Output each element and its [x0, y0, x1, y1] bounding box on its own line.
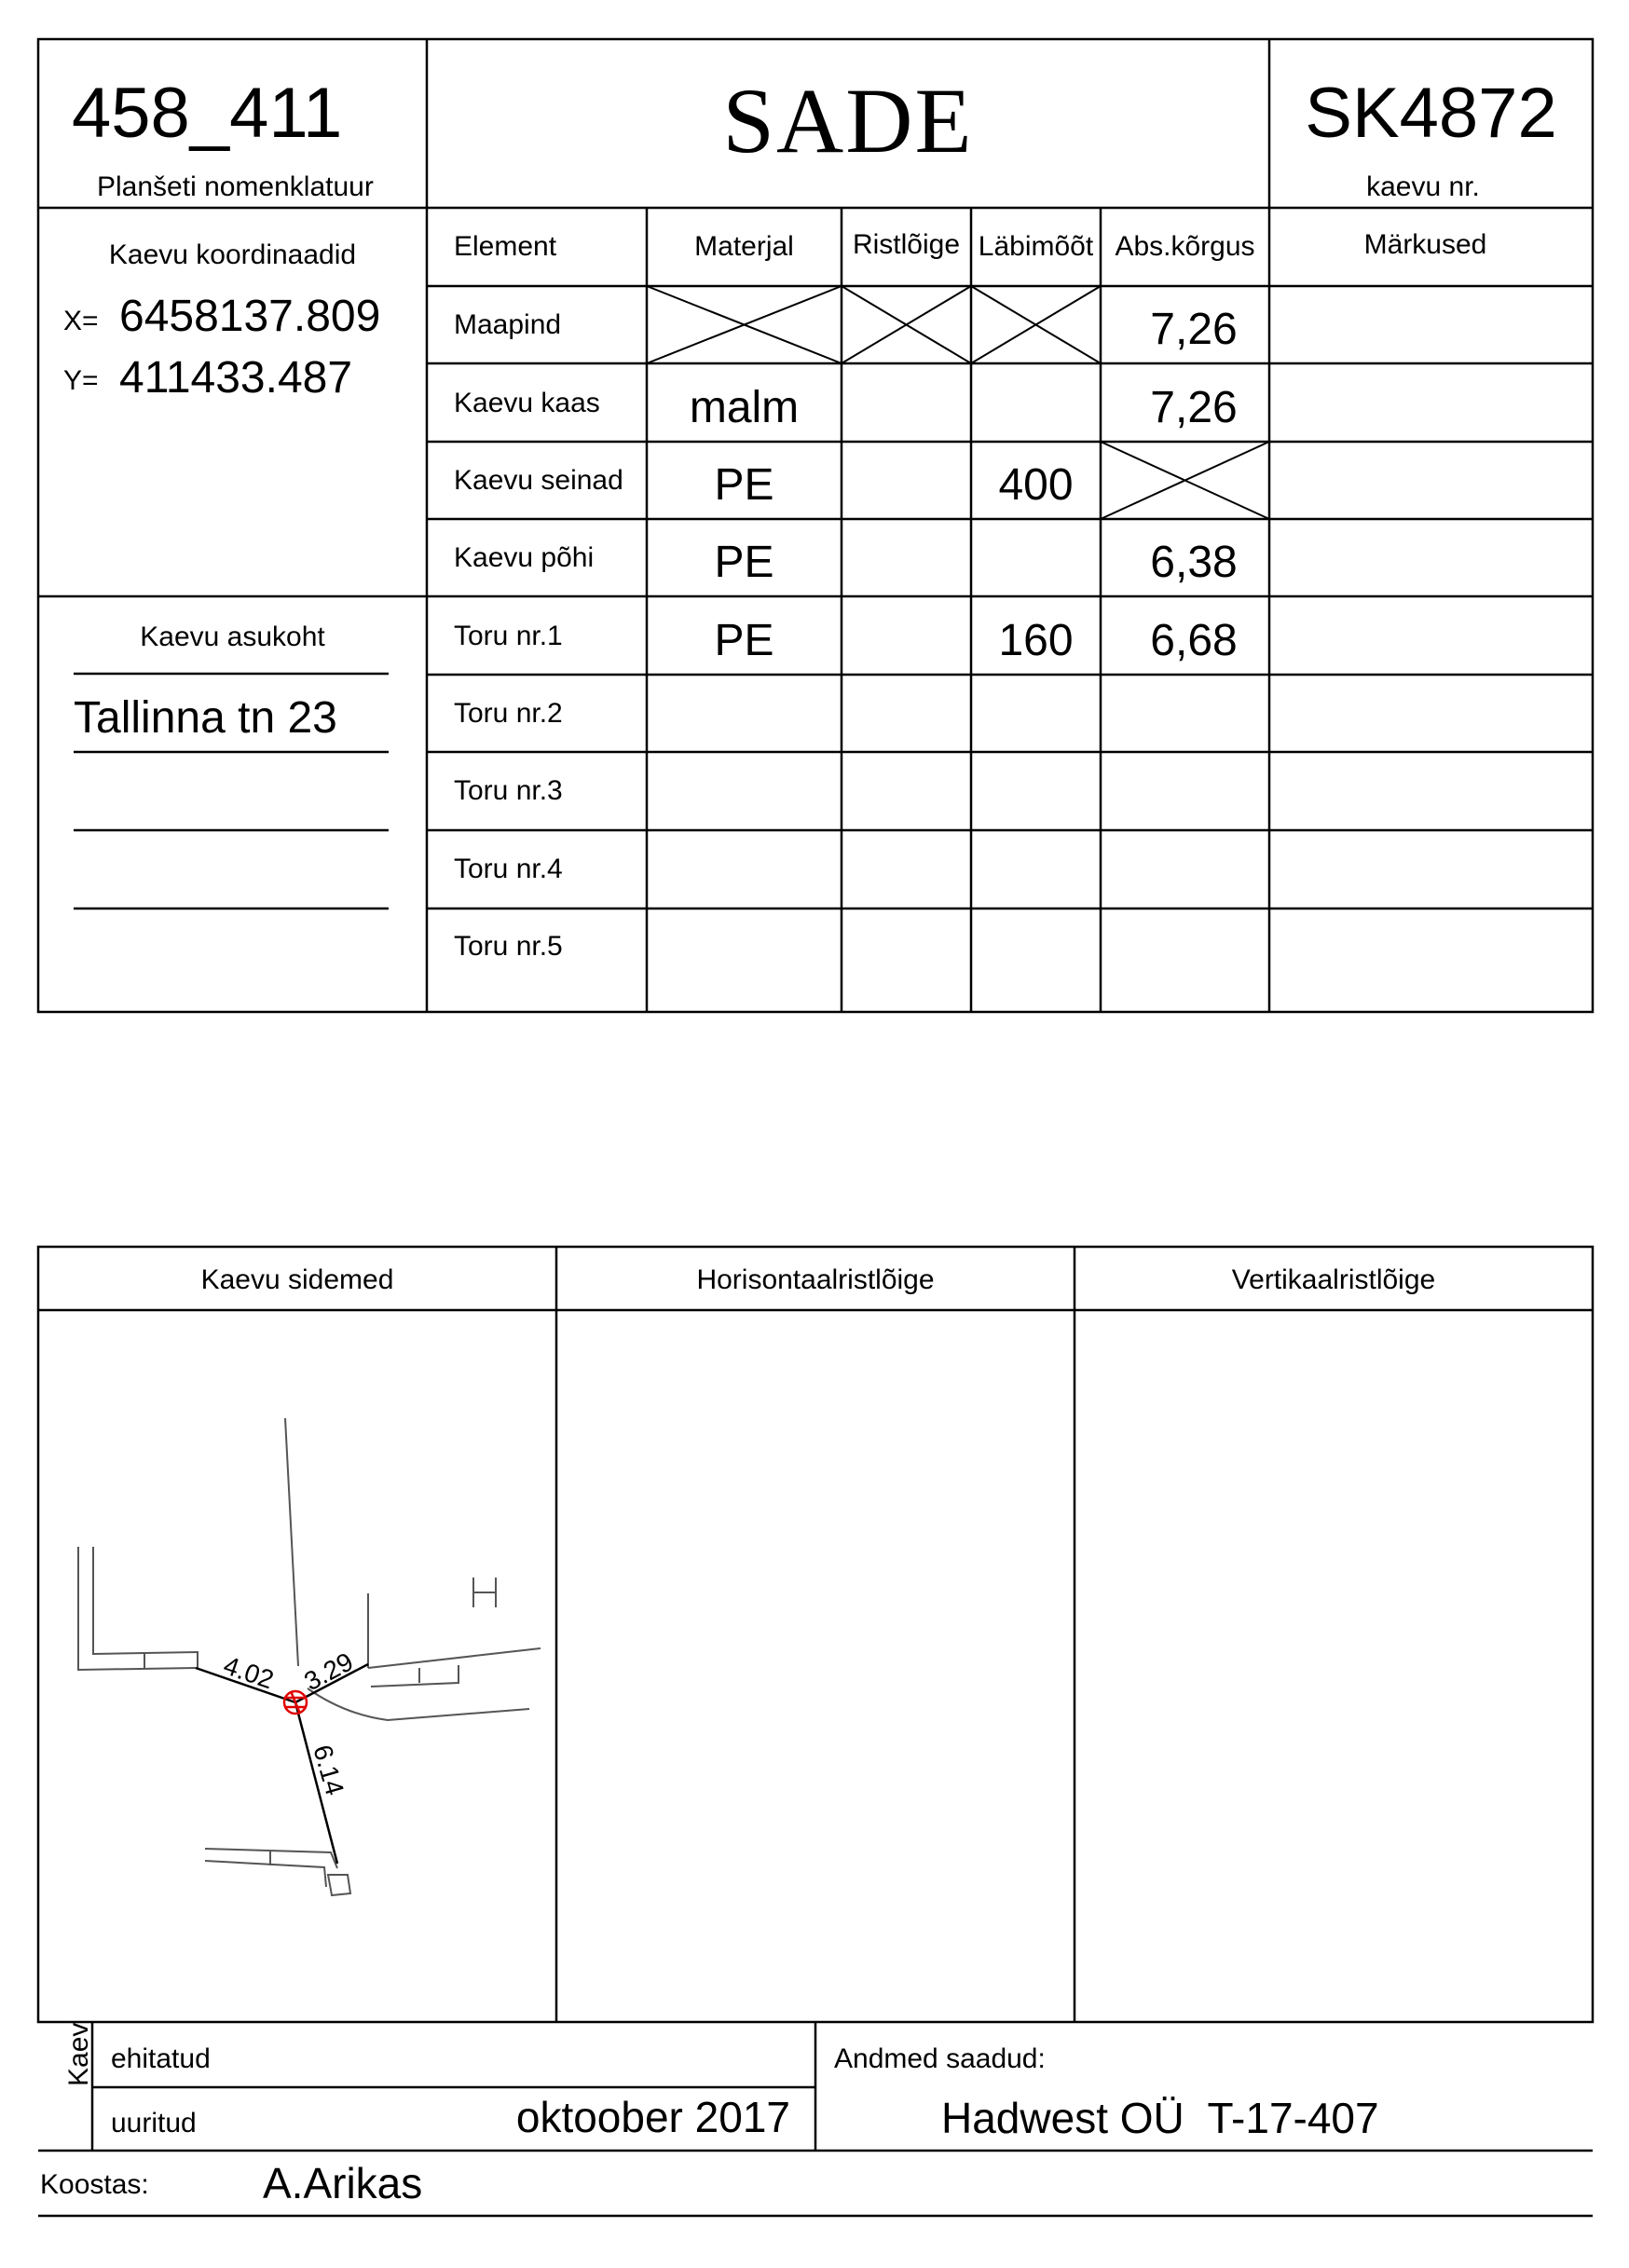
- row-diameter: 160: [998, 616, 1074, 665]
- row-elevation: 6,68: [1150, 616, 1238, 665]
- row-element: Kaevu põhi: [454, 542, 595, 573]
- col-header-diameter: Läbimõõt: [978, 231, 1094, 262]
- well-number: SK4872: [1305, 74, 1557, 153]
- source-label: Andmed saadud:: [834, 2043, 1046, 2074]
- y-coordinate: 411433.487: [119, 353, 353, 403]
- row-element: Kaevu kaas: [454, 388, 600, 418]
- row-element: Maapind: [454, 309, 562, 340]
- row-element: Toru nr.1: [454, 621, 563, 651]
- page-title: SADE: [722, 69, 974, 172]
- row-element: Toru nr.2: [454, 698, 563, 729]
- col-header-element: Element: [454, 231, 557, 262]
- site-sketch: [78, 1418, 541, 1895]
- row-elevation: 7,26: [1150, 305, 1238, 354]
- col-header-section: Ristlõige: [852, 229, 961, 260]
- coordinates-label: Kaevu koordinaadid: [108, 239, 357, 270]
- y-label: Y=: [63, 365, 99, 396]
- tie-distance-2: 3.29: [299, 1646, 358, 1697]
- location-address: Tallinna tn 23: [74, 693, 337, 743]
- x-label: X=: [63, 306, 99, 336]
- row-elevation: 6,38: [1150, 538, 1238, 587]
- bottom-block-border: [38, 1247, 1593, 2022]
- well-label: kaevu nr.: [1366, 171, 1480, 202]
- kaev-label: Kaev: [63, 2022, 94, 2086]
- surveyed-date: oktoober 2017: [515, 2093, 790, 2141]
- row-material: malm: [689, 383, 800, 432]
- sheet-number: 458_411: [72, 74, 343, 153]
- col-header-elevation: Abs.kõrgus: [1115, 231, 1255, 262]
- tie-distance-1: 4.02: [220, 1650, 278, 1695]
- author-label: Koostas:: [40, 2169, 149, 2200]
- well-marker: [284, 1691, 307, 1714]
- row-material: PE: [714, 538, 774, 587]
- col-header-material: Materjal: [694, 231, 794, 262]
- ties-header: Kaevu sidemed: [200, 1264, 394, 1295]
- row-diameter: 400: [998, 460, 1074, 510]
- col-header-notes: Märkused: [1363, 229, 1487, 260]
- row-material: PE: [714, 616, 774, 665]
- row-elevation: 7,26: [1150, 383, 1238, 432]
- horizontal-section-header: Horisontaalristlõige: [696, 1264, 935, 1295]
- sheet-label: Planšeti nomenklatuur: [97, 171, 374, 202]
- surveyed-label: uuritud: [111, 2108, 197, 2138]
- row-element: Toru nr.5: [454, 931, 563, 962]
- location-label: Kaevu asukoht: [140, 622, 325, 652]
- vertical-section-header: Vertikaalristlõige: [1231, 1264, 1436, 1295]
- tie-distance-3: 6.14: [308, 1742, 350, 1799]
- row-element: Toru nr.4: [454, 854, 563, 884]
- built-label: ehitatud: [111, 2043, 211, 2074]
- row-material: PE: [714, 460, 774, 510]
- source-value: Hadwest OÜ T-17-407: [941, 2094, 1379, 2142]
- x-coordinate: 6458137.809: [119, 292, 381, 341]
- author-value: A.Arikas: [263, 2159, 423, 2207]
- row-element: Kaevu seinad: [454, 465, 623, 496]
- row-element: Toru nr.3: [454, 775, 563, 806]
